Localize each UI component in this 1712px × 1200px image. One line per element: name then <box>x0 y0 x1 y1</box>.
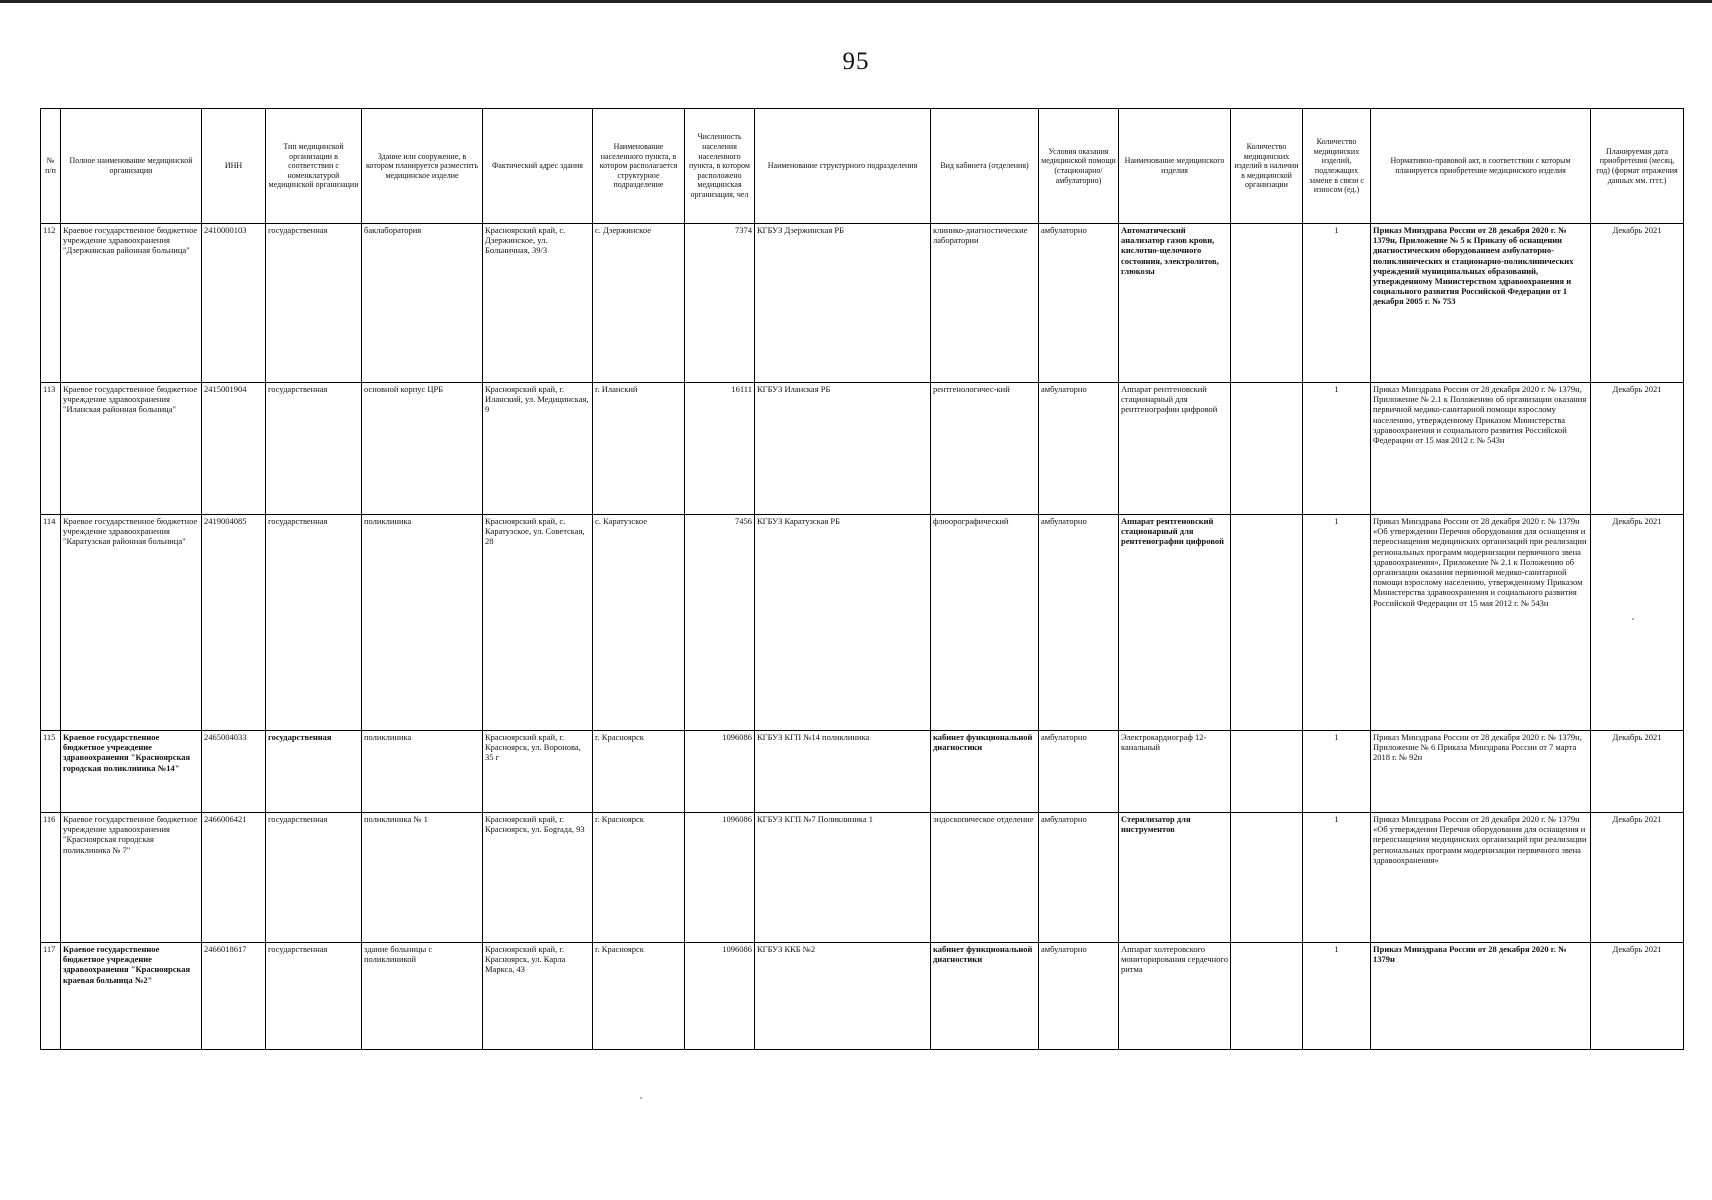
header-cell: Наименование структурного подразделения <box>755 109 931 224</box>
devices-to-replace: 1 <box>1303 813 1371 943</box>
top-border-line <box>0 0 1712 3</box>
devices-to-replace: 1 <box>1303 943 1371 1050</box>
legal-act: Приказ Минздрава России от 28 декабря 2020 г. № 1379н «Об утверждении Перечня оборудования для оснащения и переоснащения медицинских организаций при реализации региональных программ модернизации первичного звена здравоохранения», Приложение № 2.1 к Положению об организации оказания первичной медико-санитарной помощи взрослому населению, утвержденному Приказом Министерства здравоохранения и социального развития Российской Федерации от 15 мая 2012 г. № 543н <box>1371 515 1591 731</box>
row-number: 116 <box>41 813 61 943</box>
care-conditions: амбулаторно <box>1039 515 1119 731</box>
devices-available <box>1231 731 1303 813</box>
address: Красноярский край, г. Красноярск, ул. Бograда, 93 <box>483 813 593 943</box>
header-cell: Численность населения населенного пункта, в котором расположено медицинская организация, чел <box>685 109 755 224</box>
inn: 2465004033 <box>202 731 266 813</box>
table-row <box>41 813 1684 943</box>
device-name: Аппарат холтеровского мониторирования сердечного ритма <box>1119 943 1231 1050</box>
cabinet-type: эндоскопическое отделение <box>931 813 1039 943</box>
legal-act: Приказ Минздрава России от 28 декабря 2020 г. № 1379н, Приложение № 6 Приказа Минздрава России от 7 марта 2018 г. № 92н <box>1371 731 1591 813</box>
device-name: Автоматический анализатор газов крови, кислотно-щелочного состояния, электролитов, глюкозы <box>1119 224 1231 383</box>
structural-unit: КГБУЗ Дзержинская РБ <box>755 224 931 383</box>
cabinet-type: кабинет функциональной диагностики <box>931 731 1039 813</box>
row-number: 115 <box>41 731 61 813</box>
devices-to-replace: 1 <box>1303 224 1371 383</box>
inn: 2419004085 <box>202 515 266 731</box>
devices-available <box>1231 943 1303 1050</box>
address: Красноярский край, с. Дзержинское, ул. Больничная, 39/3 <box>483 224 593 383</box>
planned-date: Декабрь 2021 <box>1591 383 1684 515</box>
locality: с. Дзержинское <box>593 224 685 383</box>
devices-available <box>1231 813 1303 943</box>
structural-unit: КГБУЗ КГП №14 поликлиника <box>755 731 931 813</box>
org-type: государственная <box>266 731 362 813</box>
org-type: государственная <box>266 813 362 943</box>
planned-date: Декабрь 2021 <box>1591 515 1684 731</box>
population: 7374 <box>685 224 755 383</box>
inn: 2415001904 <box>202 383 266 515</box>
devices-to-replace: 1 <box>1303 515 1371 731</box>
header-cell: Наименование медицинского изделия <box>1119 109 1231 224</box>
structural-unit: КГБУЗ ККБ №2 <box>755 943 931 1050</box>
org-type: государственная <box>266 224 362 383</box>
header-cell: Полное наименование медицинской организации <box>61 109 202 224</box>
population: 1096086 <box>685 943 755 1050</box>
building: поликлиника <box>362 731 483 813</box>
devices-available <box>1231 224 1303 383</box>
row-number: 114 <box>41 515 61 731</box>
header-cell: № п/п <box>41 109 61 224</box>
row-number: 112 <box>41 224 61 383</box>
header-cell: ИНН <box>202 109 266 224</box>
care-conditions: амбулаторно <box>1039 383 1119 515</box>
devices-available <box>1231 383 1303 515</box>
cabinet-type: кабинет функциональной диагностики <box>931 943 1039 1050</box>
planned-date: Декабрь 2021 <box>1591 224 1684 383</box>
care-conditions: амбулаторно <box>1039 731 1119 813</box>
population: 16111 <box>685 383 755 515</box>
legal-act: Приказ Минздрава России от 28 декабря 2020 г. № 1379н, Приложение № 2.1 к Положению об организации оказания первичной медико-санитарной помощи взрослому населению, утвержденному Приказом Министерства здравоохранения и социального развития Российской Федерации от 15 мая 2012 г. № 543н <box>1371 383 1591 515</box>
legal-act: Приказ Минздрава России от 28 декабря 2020 г. № 1379н <box>1371 943 1591 1050</box>
page-number: 95 <box>842 48 870 75</box>
locality: г. Красноярск <box>593 813 685 943</box>
org-name: Краевое государственное бюджетное учреждение здравоохранения "Красноярская краевая больница №2" <box>61 943 202 1050</box>
structural-unit: КГБУЗ Иланская РБ <box>755 383 931 515</box>
table-row <box>41 515 1684 731</box>
care-conditions: амбулаторно <box>1039 943 1119 1050</box>
structural-unit: КГБУЗ Каратузская РБ <box>755 515 931 731</box>
legal-act: Приказ Минздрава России от 28 декабря 2020 г. № 1379н, Приложение № 5 к Приказу об оснащении диагностическим оборудованием амбулаторно-поликлинических и стационарно-поликлинических учреждений муниципальных образований, утвержденному Министерством здравоохранения и социального развития Российской Федерации от 1 декабря 2005 г. № 753 <box>1371 224 1591 383</box>
planned-date: Декабрь 2021 <box>1591 943 1684 1050</box>
org-type: государственная <box>266 383 362 515</box>
structural-unit: КГБУЗ КГП №7 Поликлиника 1 <box>755 813 931 943</box>
planned-date: Декабрь 2021 <box>1591 813 1684 943</box>
inn: 2466006421 <box>202 813 266 943</box>
table-row <box>41 731 1684 813</box>
locality: г. Иланский <box>593 383 685 515</box>
row-number: 117 <box>41 943 61 1050</box>
building: основной корпус ЦРБ <box>362 383 483 515</box>
header-cell: Тип медицинской организации в соответствии с номенклатурой медицинской организации <box>266 109 362 224</box>
address: Красноярский край, г. Красноярск, ул. Карла Маркса, 43 <box>483 943 593 1050</box>
device-name: Аппарат рентгеновский стационарный для рентгенографии цифровой <box>1119 515 1231 731</box>
header-cell: Вид кабинета (отделения) <box>931 109 1039 224</box>
building: поликлиника № 1 <box>362 813 483 943</box>
header-cell: Фактический адрес здания <box>483 109 593 224</box>
table-row <box>41 943 1684 1050</box>
building: здание больницы с поликлиникой <box>362 943 483 1050</box>
address: Красноярский край, г. Красноярск, ул. Воронова, 35 г <box>483 731 593 813</box>
header-cell: Здание или сооружение, в котором планируется разместить медицинское изделие <box>362 109 483 224</box>
population: 1096086 <box>685 813 755 943</box>
row-number: 113 <box>41 383 61 515</box>
header-cell: Количество медицинских изделий в наличии в медицинской организации <box>1231 109 1303 224</box>
header-cell: Наименование населенного пункта, в котором располагается структурное подразделение <box>593 109 685 224</box>
device-name: Электрокардиограф 12-канальный <box>1119 731 1231 813</box>
cabinet-type: клинико-диагностические лаборатории <box>931 224 1039 383</box>
header-cell: Количество медицинских изделий, подлежащих замене в связи с износом (ед.) <box>1303 109 1371 224</box>
devices-available <box>1231 515 1303 731</box>
org-name: Краевое государственное бюджетное учреждение здравоохранения "Иланская районная больница" <box>61 383 202 515</box>
header-cell: Нормативно-правовой акт, в соответствии с которым планируется приобретение медицинского изделия <box>1371 109 1591 224</box>
devices-to-replace: 1 <box>1303 731 1371 813</box>
population: 7456 <box>685 515 755 731</box>
inn: 2410000103 <box>202 224 266 383</box>
header-cell: Условия оказания медицинской помощи (стационарно/ амбулаторно) <box>1039 109 1119 224</box>
org-type: государственная <box>266 515 362 731</box>
locality: г. Красноярск <box>593 943 685 1050</box>
scan-speck <box>640 1097 642 1099</box>
address: Красноярский край, г. Иланский, ул. Медицинская, 9 <box>483 383 593 515</box>
building: баклаборатория <box>362 224 483 383</box>
org-type: государственная <box>266 943 362 1050</box>
table-row <box>41 224 1684 383</box>
medical-equipment-table <box>40 108 1684 1050</box>
locality: с. Каратузское <box>593 515 685 731</box>
org-name: Краевое государственное бюджетное учреждение здравоохранения "Красноярская городская поликлиника №14" <box>61 731 202 813</box>
device-name: Аппарат рентгеновский стационарный для рентгенографии цифровой <box>1119 383 1231 515</box>
header-cell: Планируемая дата приобретения (месяц, год) (формат отражения данных мм. гггг.) <box>1591 109 1684 224</box>
cabinet-type: рентгенологичес-кий <box>931 383 1039 515</box>
inn: 2466018617 <box>202 943 266 1050</box>
org-name: Краевое государственное бюджетное учреждение здравоохранения "Каратузская районная больница" <box>61 515 202 731</box>
locality: г. Красноярск <box>593 731 685 813</box>
planned-date: Декабрь 2021 <box>1591 731 1684 813</box>
legal-act: Приказ Минздрава России от 28 декабря 2020 г. № 1379н «Об утверждении Перечня оборудования для оснащения и переоснащения медицинских организаций при реализации региональных программ модернизации первичного звена здравоохранения» <box>1371 813 1591 943</box>
scan-speck <box>1632 618 1634 620</box>
cabinet-type: флюорографический <box>931 515 1039 731</box>
table-row <box>41 383 1684 515</box>
device-name: Стерилизатор для инструментов <box>1119 813 1231 943</box>
org-name: Краевое государственное бюджетное учреждение здравоохранения "Дзержинская районная больница" <box>61 224 202 383</box>
population: 1096086 <box>685 731 755 813</box>
building: поликлиника <box>362 515 483 731</box>
devices-to-replace: 1 <box>1303 383 1371 515</box>
table-header-row <box>41 109 1684 224</box>
org-name: Краевое государственное бюджетное учреждение здравоохранения "Красноярская городская поликлиника № 7" <box>61 813 202 943</box>
care-conditions: амбулаторно <box>1039 813 1119 943</box>
address: Красноярский край, с. Каратузское, ул. Советская, 28 <box>483 515 593 731</box>
care-conditions: амбулаторно <box>1039 224 1119 383</box>
